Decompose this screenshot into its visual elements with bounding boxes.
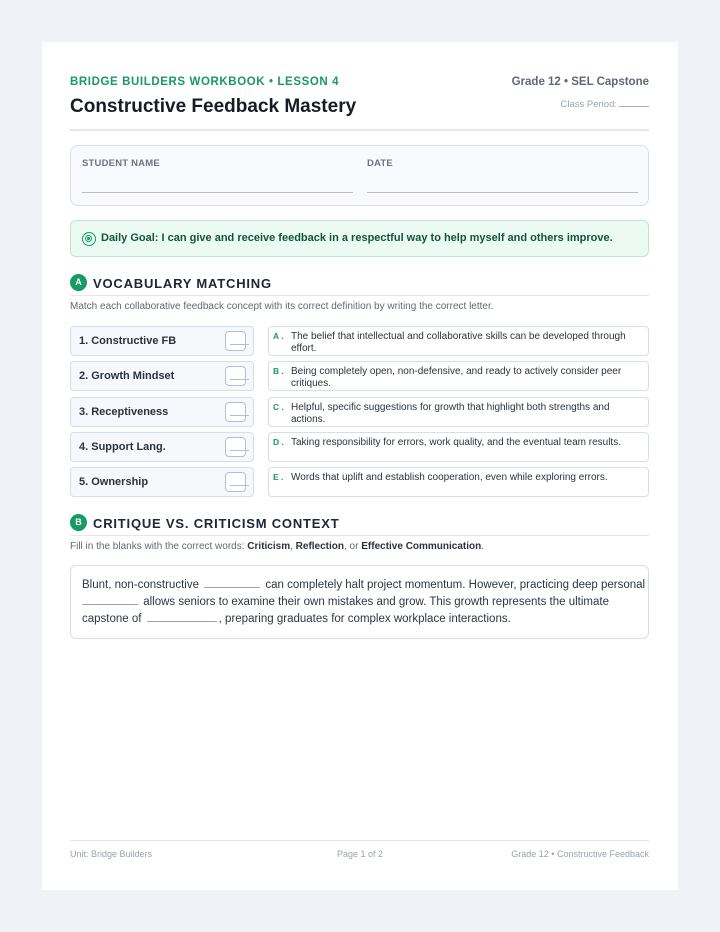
daily-goal-banner xyxy=(70,220,649,257)
term-row xyxy=(70,467,254,497)
word-bank-item: Effective Communication xyxy=(361,541,482,552)
section-b-badge: B xyxy=(70,514,87,531)
passage-text: allows seniors to examine their own mistakes and grow. This growth represents the ultimate xyxy=(143,596,609,608)
date-label: DATE xyxy=(367,158,393,169)
target-icon xyxy=(82,232,96,246)
definition-text: Taking responsibility for errors, work quality, and the eventual team results. xyxy=(291,437,621,448)
student-name-label: STUDENT NAME xyxy=(82,158,160,169)
word-bank-item: Reflection xyxy=(295,541,344,552)
daily-goal-text: Daily Goal: I can give and receive feedback in a respectful way to help myself and others improve. xyxy=(101,232,613,244)
term-label: 4. Support Lang. xyxy=(79,441,166,453)
passage-text: Blunt, non-constructive xyxy=(82,579,199,591)
answer-box[interactable] xyxy=(225,402,246,422)
definition-text: Words that uplift and establish cooperation, even while exploring errors. xyxy=(291,472,608,483)
section-a-title: VOCABULARY MATCHING xyxy=(93,276,272,291)
definition-letter: A . xyxy=(273,331,284,341)
class-period-label: Class Period: xyxy=(560,99,617,110)
section-b-instructions xyxy=(70,541,484,552)
class-period-blank[interactable] xyxy=(619,98,649,107)
answer-box[interactable] xyxy=(225,437,246,457)
workbook-kicker: BRIDGE BUILDERS WORKBOOK • LESSON 4 xyxy=(70,76,340,88)
definition-text: Being completely open, non-defensive, and ready to actively consider peer critiques. xyxy=(291,366,622,389)
passage-text: can completely halt project momentum. However, practicing deep personal xyxy=(265,579,646,591)
grade-label: Grade 12 • SEL Capstone xyxy=(511,76,649,88)
instructions-suffix: . xyxy=(481,541,485,552)
section-a-divider xyxy=(70,295,649,296)
answer-box[interactable] xyxy=(225,472,246,492)
word-bank-separator: , xyxy=(290,541,296,552)
term-row xyxy=(70,397,254,427)
definition-row xyxy=(268,467,649,497)
word-bank-item: Criticism xyxy=(247,541,291,552)
passage-line xyxy=(82,578,645,591)
term-label: 1. Constructive FB xyxy=(79,335,177,347)
student-name-field[interactable] xyxy=(82,192,353,193)
blank-slot-2[interactable] xyxy=(82,595,138,605)
passage-text: , preparing graduates for complex workplace interactions. xyxy=(218,613,511,625)
definition-letter: C . xyxy=(273,402,284,412)
term-row xyxy=(70,326,254,356)
term-label: 5. Ownership xyxy=(79,476,149,488)
definition-letter: D . xyxy=(273,437,284,447)
header-divider xyxy=(70,129,649,131)
section-b-title: CRITIQUE VS. CRITICISM CONTEXT xyxy=(93,516,340,531)
term-label: 2. Growth Mindset xyxy=(79,370,175,382)
blank-slot-1[interactable] xyxy=(204,578,260,588)
passage-text: capstone of xyxy=(82,613,142,625)
definition-row xyxy=(268,361,649,391)
answer-box[interactable] xyxy=(225,331,246,351)
passage-line xyxy=(82,595,609,608)
answer-box[interactable] xyxy=(225,366,246,386)
definition-letter: E . xyxy=(273,472,284,482)
date-field[interactable] xyxy=(367,192,638,193)
instructions-prefix: Fill in the blanks with the correct words: xyxy=(70,541,248,552)
footer-course: Grade 12 • Constructive Feedback xyxy=(511,849,649,859)
section-b-divider xyxy=(70,535,649,536)
section-a-instructions: Match each collaborative feedback concept with its correct definition by writing the correct letter. xyxy=(70,301,494,312)
definition-row xyxy=(268,397,649,427)
footer-divider xyxy=(70,840,649,841)
definition-text: The belief that intellectual and collaborative skills can be developed through effort. xyxy=(291,331,626,354)
definition-text: Helpful, specific suggestions for growth that highlight both strengths and actions. xyxy=(291,402,610,425)
worksheet-page xyxy=(42,42,678,890)
passage-line xyxy=(82,612,511,625)
definition-row xyxy=(268,432,649,462)
definition-row xyxy=(268,326,649,356)
fill-in-passage xyxy=(70,565,649,639)
page-title: Constructive Feedback Mastery xyxy=(70,96,357,117)
term-row xyxy=(70,361,254,391)
student-info-card xyxy=(70,145,649,206)
definition-letter: B . xyxy=(273,366,284,376)
section-a-badge: A xyxy=(70,274,87,291)
word-bank-separator: , or xyxy=(344,541,362,552)
footer-page-number: Page 1 of 2 xyxy=(336,849,384,859)
footer-unit: Unit: Bridge Builders xyxy=(70,849,153,859)
term-row xyxy=(70,432,254,462)
class-period xyxy=(561,98,650,110)
blank-slot-3[interactable] xyxy=(147,612,217,622)
term-label: 3. Receptiveness xyxy=(79,406,169,418)
